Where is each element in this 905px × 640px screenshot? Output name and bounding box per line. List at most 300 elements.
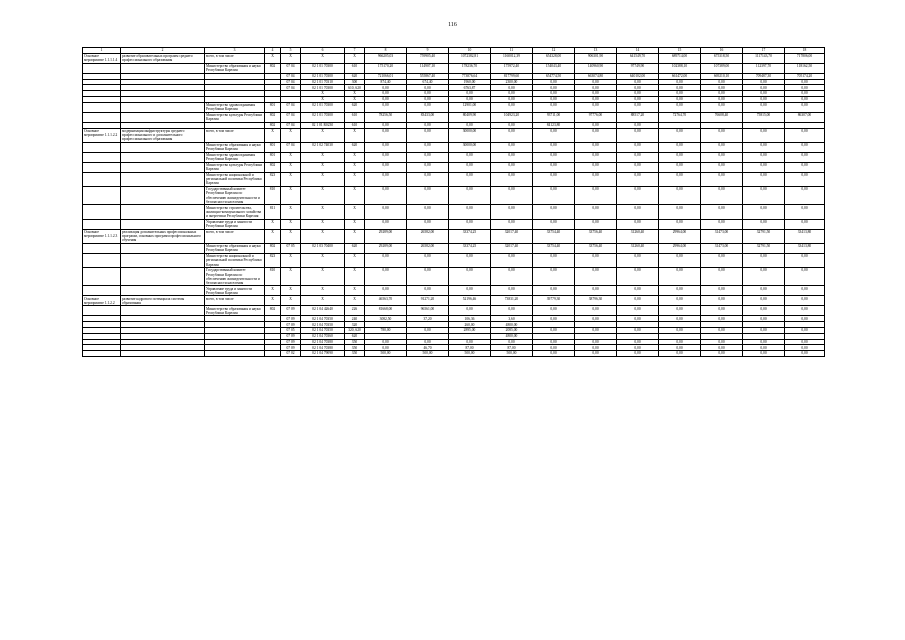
table-cell — [83, 186, 121, 204]
table-cell: X — [301, 205, 345, 219]
table-cell: 620 — [345, 73, 365, 79]
table-cell: 0,00 — [491, 306, 533, 316]
table-cell — [121, 205, 205, 219]
table-cell: 0,00 — [701, 306, 743, 316]
table-cell: 81668,00 — [365, 306, 407, 316]
table-cell — [83, 219, 121, 229]
table-cell: X — [301, 219, 345, 229]
table-cell: 0,00 — [407, 205, 449, 219]
table-cell: всего, в том числе — [205, 128, 265, 142]
table-cell: 0,00 — [701, 345, 743, 351]
table-cell: 0,00 — [407, 128, 449, 142]
table-cell: 0,00 — [743, 339, 785, 345]
table-cell: 0,00 — [491, 219, 533, 229]
table-cell: 721066,01 — [365, 73, 407, 79]
table-cell: 3082,50 — [365, 316, 407, 322]
table-cell: 29964,00 — [659, 243, 701, 253]
table-cell: 654774,50 — [533, 73, 575, 79]
table-cell: X — [281, 186, 301, 204]
table-cell: 802 — [265, 306, 281, 316]
table-cell: 0,00 — [785, 128, 825, 142]
table-cell: Основное мероприятие 1.1.1.1.4 — [83, 53, 121, 63]
table-cell: Основное мероприятие 1.1.1.2.3 — [83, 229, 121, 243]
table-cell: 260,00 — [449, 322, 491, 328]
table-cell: 654328,00 — [533, 53, 575, 63]
table-cell: 07 09 — [281, 333, 301, 339]
table-cell: 0,00 — [617, 205, 659, 219]
table-cell: 674,40 — [407, 79, 449, 85]
column-number: 13 — [575, 48, 617, 54]
table-cell: 0,00 — [365, 186, 407, 204]
table-cell: 0,00 — [407, 172, 449, 186]
table-cell: 0,00 — [701, 85, 743, 91]
table-cell: 02 1 04 70350 — [301, 316, 345, 322]
column-number: 18 — [785, 48, 825, 54]
table-cell: 0,00 — [701, 286, 743, 296]
table-cell: 02 1 03 70400 — [301, 243, 345, 253]
table-cell: 0,00 — [407, 162, 449, 172]
table-cell: 0,00 — [575, 172, 617, 186]
table-cell: 0,00 — [533, 152, 575, 162]
table-cell: 0,00 — [533, 186, 575, 204]
table-cell: 0,00 — [449, 152, 491, 162]
table-cell: 0,00 — [659, 351, 701, 357]
table-cell: 0,00 — [743, 172, 785, 186]
table-cell: 0,00 — [575, 268, 617, 286]
table-cell: 0,00 — [659, 345, 701, 351]
table-cell: 33756,40 — [575, 243, 617, 253]
table-cell: 320, 620 — [345, 328, 365, 334]
table-cell: 0,00 — [491, 172, 533, 186]
table-cell — [121, 63, 205, 73]
table-cell: 0,00 — [785, 339, 825, 345]
table-cell: 0,00 — [365, 85, 407, 91]
table-cell: 500,00 — [449, 351, 491, 357]
table-cell: 07 04 — [281, 122, 301, 128]
table-cell: 0,00 — [407, 328, 449, 334]
table-cell: 0,00 — [617, 316, 659, 322]
table-cell: 0,00 — [701, 152, 743, 162]
table-cell: 0,00 — [785, 91, 825, 97]
table-cell: 0,00 — [533, 339, 575, 345]
table-row — [83, 253, 825, 267]
table-cell: X — [345, 96, 365, 102]
table-cell: 33756,40 — [575, 229, 617, 243]
table-row — [83, 351, 825, 357]
table-cell: 0,00 — [617, 172, 659, 186]
table-cell: 1960,00 — [449, 79, 491, 85]
table-cell: 76608,40 — [701, 112, 743, 122]
table-cell: 32791,50 — [743, 229, 785, 243]
table-cell: 33413,80 — [785, 243, 825, 253]
table-cell: 0,00 — [533, 79, 575, 85]
table-cell: X — [301, 162, 345, 172]
table-cell: 773876,64 — [449, 73, 491, 79]
table-row — [83, 162, 825, 172]
table-cell: X — [345, 219, 365, 229]
table-cell: 0,00 — [533, 219, 575, 229]
table-cell: X — [265, 128, 281, 142]
table-cell: 0,00 — [701, 351, 743, 357]
table-cell: 0,00 — [575, 152, 617, 162]
table-row — [83, 229, 825, 243]
table-cell: 0,00 — [659, 85, 701, 91]
table-cell: 0,00 — [449, 339, 491, 345]
table-cell — [121, 162, 205, 172]
table-cell: 0,00 — [659, 306, 701, 316]
table-cell: X — [281, 172, 301, 186]
table-row — [83, 53, 825, 63]
table-cell: Управление труда и занятости Республики Карелия — [205, 219, 265, 229]
table-cell: 661472,00 — [659, 73, 701, 79]
table-cell: 140960,90 — [575, 63, 617, 73]
table-cell: 0,00 — [659, 328, 701, 334]
table-cell: 0,00 — [407, 122, 449, 128]
table-cell: 0,00 — [617, 122, 659, 128]
table-cell: 78256,50 — [365, 112, 407, 122]
table-cell: 801 — [265, 142, 281, 152]
table-cell: X — [265, 219, 281, 229]
table-cell: X — [301, 152, 345, 162]
table-cell: 97776,00 — [575, 112, 617, 122]
table-cell: Министерство культуры Республики Карелия — [205, 162, 265, 172]
table-cell: 620 — [345, 243, 365, 253]
table-cell: 0,00 — [533, 316, 575, 322]
table-cell: 705174,20 — [785, 73, 825, 79]
table-cell: 675318,50 — [701, 53, 743, 63]
table-cell: 32791,50 — [743, 243, 785, 253]
table-cell: 0,00 — [659, 316, 701, 322]
table-cell: 0,00 — [701, 96, 743, 102]
table-cell: X — [301, 296, 345, 306]
table-cell: 350 — [345, 339, 365, 345]
table-row — [83, 205, 825, 219]
table-cell: 29289,00 — [365, 229, 407, 243]
table-cell — [121, 112, 205, 122]
table-cell: 0,00 — [617, 339, 659, 345]
table-cell — [83, 112, 121, 122]
table-row — [83, 172, 825, 186]
table-cell: 0,00 — [659, 219, 701, 229]
table-cell: 102388,10 — [659, 63, 701, 73]
table-cell: 0,00 — [743, 205, 785, 219]
table-cell: 350 — [345, 351, 365, 357]
table-cell: 0,00 — [659, 286, 701, 296]
table-row — [83, 186, 825, 204]
table-cell: 0,00 — [407, 91, 449, 97]
table-cell — [121, 172, 205, 186]
table-row — [83, 243, 825, 253]
table-cell — [83, 172, 121, 186]
table-cell: 0,00 — [743, 186, 785, 204]
table-cell: 709487,30 — [743, 73, 785, 79]
table-cell — [121, 102, 205, 112]
table-cell: 0,00 — [785, 296, 825, 306]
table-cell: X — [345, 53, 365, 63]
table-cell: X — [281, 268, 301, 286]
table-cell: 620 — [345, 102, 365, 112]
table-cell: 0,00 — [365, 345, 407, 351]
table-cell: X — [301, 186, 345, 204]
table-cell: 801 — [265, 102, 281, 112]
table-cell: 0,00 — [617, 286, 659, 296]
table-cell: Основное мероприятие 1.1.1.2.2 — [83, 128, 121, 142]
table-cell: 663074,80 — [575, 73, 617, 79]
table-cell: 0,00 — [575, 85, 617, 91]
table-cell: 07 04 — [281, 63, 301, 73]
table-cell: 37,20 — [407, 316, 449, 322]
table-cell: 0,00 — [575, 306, 617, 316]
table-cell: 0,00 — [701, 128, 743, 142]
table-cell: 07 05 — [281, 328, 301, 334]
table-cell: 0,00 — [575, 142, 617, 152]
table-cell: 0,00 — [365, 253, 407, 267]
table-cell: 0,00 — [365, 128, 407, 142]
table-cell: Государственный комитет Республики Карелия по обеспечению жизнедеятельности и безопасности населения — [205, 186, 265, 204]
table-cell: X — [281, 219, 301, 229]
table-cell: 0,00 — [365, 286, 407, 296]
table-cell: 83433,00 — [407, 112, 449, 122]
table-cell: 0,00 — [491, 268, 533, 286]
table-cell: 0,00 — [365, 152, 407, 162]
table-cell: 0,00 — [407, 253, 449, 267]
table-cell: 0,00 — [407, 186, 449, 204]
table-cell: 759905,40 — [407, 53, 449, 63]
table-cell: 32017,40 — [491, 229, 533, 243]
table-cell: X — [345, 152, 365, 162]
table-cell: модернизация инфраструктуры среднего профессионального и дополнительного профессионального образования — [121, 128, 205, 142]
table-cell: 300 — [345, 79, 365, 85]
table-cell: 0,00 — [785, 345, 825, 351]
table-cell — [121, 219, 205, 229]
table-cell: 29964,00 — [659, 229, 701, 243]
table-cell — [83, 253, 121, 267]
table-cell: 0,00 — [575, 351, 617, 357]
table-cell: 0,00 — [617, 142, 659, 152]
table-cell: 0,00 — [659, 142, 701, 152]
table-cell: 0,00 — [785, 268, 825, 286]
table-cell: 0,00 — [491, 142, 533, 152]
table-cell: 0,00 — [533, 142, 575, 152]
table-cell: X — [345, 296, 365, 306]
table-cell: 106,36 — [449, 316, 491, 322]
table-cell: 0,00 — [533, 328, 575, 334]
table-cell: 88517,20 — [617, 112, 659, 122]
table-cell: X — [301, 268, 345, 286]
table-cell — [83, 63, 121, 73]
table-cell: 0,00 — [365, 172, 407, 186]
table-cell: 0,00 — [449, 186, 491, 204]
table-cell: 31473,00 — [701, 243, 743, 253]
table-cell: 0,00 — [617, 128, 659, 142]
table-cell: 0,00 — [785, 186, 825, 204]
table-cell: 46563,70 — [365, 296, 407, 306]
table-row — [83, 152, 825, 162]
table-cell: 966205,03 — [365, 53, 407, 63]
table-cell: 02 1 01 70300 — [301, 73, 345, 79]
table-cell: 0,00 — [533, 345, 575, 351]
table-cell: 0,00 — [743, 102, 785, 112]
table-cell: X — [281, 286, 301, 296]
table-cell: 226 — [345, 306, 365, 316]
table-cell: 0,00 — [743, 345, 785, 351]
table-cell — [205, 351, 265, 357]
table-row — [83, 219, 825, 229]
table-cell: 240 — [345, 316, 365, 322]
table-cell: 0,00 — [407, 286, 449, 296]
table-cell: 0,00 — [449, 253, 491, 267]
table-cell: 07 09 — [281, 322, 301, 328]
table-cell: 669210,10 — [701, 73, 743, 79]
table-cell: 33754,40 — [533, 229, 575, 243]
page-number: 116 — [448, 22, 457, 28]
table-cell: 0,00 — [575, 102, 617, 112]
table-cell: 4800,00 — [491, 333, 533, 339]
table-cell — [83, 142, 121, 152]
column-number: 15 — [659, 48, 701, 54]
table-row — [83, 102, 825, 112]
table-cell: 0,00 — [617, 306, 659, 316]
table-cell: 0,00 — [785, 79, 825, 85]
table-cell: 29289,00 — [365, 243, 407, 253]
table-cell: Министерство строительства, жилищно-коммунального хозяйства и энергетики Республики Карелия — [205, 205, 265, 219]
table-cell: 07 02 — [281, 351, 301, 357]
table-cell: X — [265, 229, 281, 243]
table-cell: 0,00 — [575, 219, 617, 229]
table-cell — [121, 243, 205, 253]
table-cell: 0,00 — [491, 186, 533, 204]
table-cell: 0,00 — [533, 85, 575, 91]
table-cell: 0,00 — [449, 306, 491, 316]
table-cell: 0,00 — [785, 328, 825, 334]
table-cell: 0,00 — [701, 296, 743, 306]
table-cell: 0,00 — [701, 142, 743, 152]
table-cell: 0,00 — [701, 328, 743, 334]
table-cell: 0,00 — [491, 339, 533, 345]
table-row — [83, 112, 825, 122]
table-cell: 0,00 — [449, 96, 491, 102]
table-cell: 0,00 — [533, 128, 575, 142]
table-cell: 874,40 — [365, 79, 407, 85]
table-cell: X — [265, 286, 281, 296]
table-cell: 07 04 — [281, 85, 301, 91]
table-cell: 0,00 — [743, 253, 785, 267]
table-cell: X — [301, 96, 345, 102]
table-cell: 0,00 — [785, 152, 825, 162]
table-cell: 02 1 04 70380 — [301, 339, 345, 345]
table-cell: 0,00 — [785, 253, 825, 267]
table-cell: 0,00 — [743, 328, 785, 334]
table-cell: Государственный комитет Республики Карелия по обеспечению жизнедеятельности и безопасности населения — [205, 268, 265, 286]
table-cell: 802 — [265, 112, 281, 122]
table-cell: развитие кадрового потенциала системы образования — [121, 296, 205, 306]
column-number: 7 — [345, 48, 365, 54]
table-cell: 0,00 — [365, 268, 407, 286]
table-cell: 0,00 — [743, 91, 785, 97]
table-cell — [121, 268, 205, 286]
table-cell: 802 — [265, 122, 281, 128]
table-cell: 6763,87 — [449, 85, 491, 91]
table-cell: 0,00 — [617, 219, 659, 229]
table-cell: 26582,00 — [407, 229, 449, 243]
table-cell: 3,60 — [491, 316, 533, 322]
table-cell: 07 09 — [281, 345, 301, 351]
table-cell: Министерство образования и науки Республики Карелия — [205, 63, 265, 73]
table-row — [83, 296, 825, 306]
table-cell: 07 09 — [281, 306, 301, 316]
table-cell — [83, 102, 121, 112]
table-cell: 500,00 — [365, 351, 407, 357]
table-cell: 0,00 — [659, 152, 701, 162]
table-cell: X — [301, 253, 345, 267]
table-cell: Министерство образования и науки Республики Карелия — [205, 243, 265, 253]
table-cell: 02 1 01 70300 — [301, 112, 345, 122]
table-cell: X — [301, 53, 345, 63]
table-cell: 906301,90 — [575, 53, 617, 63]
table-cell: 610 — [345, 63, 365, 73]
table-cell: 2895,00 — [449, 328, 491, 334]
table-cell: 0,00 — [533, 253, 575, 267]
table-cell — [121, 186, 205, 204]
table-cell: 0,00 — [617, 296, 659, 306]
table-cell: 107389,00 — [701, 63, 743, 73]
table-cell: 31473,00 — [701, 229, 743, 243]
table-row — [83, 306, 825, 316]
table-cell: 0,00 — [365, 102, 407, 112]
table-cell: X — [281, 205, 301, 219]
table-cell: 0,00 — [407, 142, 449, 152]
table-cell: 02 1 01 R0230 — [301, 122, 345, 128]
table-cell: 0,00 — [701, 79, 743, 85]
table-cell: 320 — [345, 322, 365, 328]
table-cell: 0,00 — [743, 316, 785, 322]
table-cell: 0,00 — [407, 219, 449, 229]
table-cell: 07 04 — [281, 73, 301, 79]
table-cell: 32017,40 — [491, 243, 533, 253]
table-cell: 0,00 — [659, 79, 701, 85]
column-number: 3 — [205, 48, 265, 54]
table-cell: Министерство культуры Республики Карелия — [205, 112, 265, 122]
table-cell: 0,00 — [617, 162, 659, 172]
table-cell: 02 1 01 70300 — [301, 85, 345, 91]
column-number: 16 — [701, 48, 743, 54]
table-cell: 0,00 — [491, 286, 533, 296]
table-cell: 610 — [345, 122, 365, 128]
table-cell: всего, в том числе — [205, 53, 265, 63]
table-cell: 07 09 — [281, 339, 301, 345]
table-cell: 0,00 — [575, 345, 617, 351]
table-cell: 0,00 — [617, 253, 659, 267]
table-cell: 02 1 04 70380 — [301, 345, 345, 351]
table-cell: 0,00 — [533, 286, 575, 296]
table-cell: X — [345, 186, 365, 204]
column-number: 1 — [83, 48, 121, 54]
column-number: 4 — [265, 48, 281, 54]
table-cell: 0,00 — [743, 79, 785, 85]
table-cell: 780,00 — [365, 328, 407, 334]
table-cell: 12901,00 — [449, 102, 491, 112]
table-cell: Министерство здравоохранения Республики Карелия — [205, 152, 265, 162]
table-cell: 38796,30 — [575, 296, 617, 306]
table-cell: 0,00 — [617, 79, 659, 85]
table-cell: 640102,00 — [617, 73, 659, 79]
table-cell: 0,00 — [701, 186, 743, 204]
table-cell: 0,00 — [659, 162, 701, 172]
table-cell: 0,00 — [617, 96, 659, 102]
table-cell: 0,00 — [617, 85, 659, 91]
table-cell: 0,00 — [617, 152, 659, 162]
table-cell: 0,00 — [407, 96, 449, 102]
